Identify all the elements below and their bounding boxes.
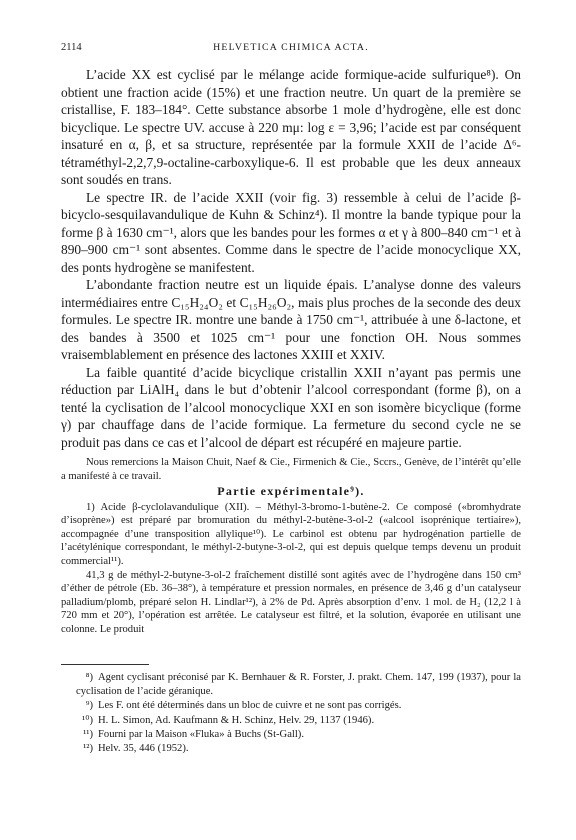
footnote bbox=[61, 714, 521, 728]
footnote-marker: ¹²) bbox=[83, 743, 93, 755]
footnote bbox=[61, 699, 521, 713]
footnote-text: Helv. 35, 446 (1952). bbox=[98, 743, 189, 755]
body-paragraph: L’abondante fraction neutre est un liquide épais. L’analyse donne des valeurs intermédiaires entre C₁₅H₂₄O₂ et C₁₅H₂₆O₂, mais plus proches de la seconde des deux formules. Le spectre IR. montre une bande à 1750 cm⁻¹, attribuée à une δ-lactone, et des bandes à 3500 et 1025 cm⁻¹ pour une fonction OH. Nous sommes vraisemblablement en présence des lactones XXIII et XXIV. bbox=[61, 277, 521, 362]
page-number: 2114 bbox=[61, 42, 82, 53]
body-paragraph: Le spectre IR. de l’acide XXII (voir fig. 3) ressemble à celui de l’acide β-bicyclo-sesquilavandulique de Kuhn & Schinz⁴). Il montre la bande typique pour la forme β à 1630 cm⁻¹, alors que les bandes pour les formes α et γ à 800–840 cm⁻¹ et à 890–900 cm⁻¹ sont absentes. Comme dans le spectre de l’acide monocyclique XX, des ponts hydrogène se manifestent. bbox=[61, 189, 521, 275]
article-body bbox=[61, 66, 521, 637]
footnote-marker: ¹⁰) bbox=[82, 714, 93, 726]
footnote-text: H. L. Simon, Ad. Kaufmann & H. Schinz, Helv. 29, 1137 (1946). bbox=[98, 714, 375, 726]
footnote-text: Agent cyclisant préconisé par K. Bernhauer & R. Forster, J. prakt. Chem. 147, 199 (1937), pour la cyclisation de l’acide géranique. bbox=[76, 672, 521, 698]
footnote-text: Fourni par la Maison «Fluka» à Buchs (St-Gall). bbox=[98, 728, 304, 740]
journal-title: HELVETICA CHIMICA ACTA. bbox=[213, 42, 369, 53]
footnote bbox=[61, 671, 521, 699]
section-heading: Partie expérimentale⁹). bbox=[217, 484, 365, 499]
experimental-paragraph: 1) Acide β-cyclolavandulique (XII). – Méthyl-3-bromo-1-butène-2. Ce composé («bromhydrate d’isoprène») est préparé par bromuration du méthyl-2-butène-3-ol-2 («alcool isoprénique tertiaire»), accompagnée d’une transposition allylique¹⁰). Le carbinol est obtenu par hydrogénation partielle de l’acétylénique correspondant, le méthyl-2-butyne-3-ol-2, qui est depuis quelque temps devenu un produit commercial¹¹). bbox=[61, 501, 521, 568]
footnote-marker: ⁸) bbox=[85, 672, 93, 683]
body-paragraph: La faible quantité d’acide bicyclique cristallin XXII n’ayant pas permis une réduction par LiAlH₄ dans le but d’obtenir l’alcool correspondant (forme β), on a tenté la cyclisation de l’alcool monocyclique XXI en son isomère bicyclique (forme γ) par chauffage dans de l’acide formique. La fermeture du second cycle ne se produit pas dans ce cas et l’alcool de départ est récupéré en majeure partie. bbox=[61, 364, 521, 450]
footnotes bbox=[61, 671, 521, 756]
running-header bbox=[61, 42, 521, 56]
footnote bbox=[61, 728, 521, 742]
footnote bbox=[61, 742, 521, 756]
acknowledgement: Nous remercions la Maison Chuit, Naef & Cie., Firmenich & Cie., Sccrs., Genève, de l’intérêt qu’elle a manifesté à ce travail. bbox=[61, 457, 521, 482]
footnote-text: Les F. ont été déterminés dans un bloc de cuivre et ne sont pas corrigés. bbox=[98, 700, 402, 712]
footnote-marker: ⁹) bbox=[85, 700, 93, 712]
footnote-marker: ¹¹) bbox=[83, 728, 93, 740]
experimental-paragraph: 41,3 g de méthyl-2-butyne-3-ol-2 fraîchement distillé sont agités avec de l’hydrogène dans 150 cm³ d’éther de pétrole (Eb. 36–38°), à température et pression normales, en présence de 3,46 g d’un catalyseur palladium/plomb, préparé selon H. Lindlar¹²), à 2% de Pd. Après absorption d’env. 1 mol. de H₂ (12,2 l à 720 mm et 20°), l’opération est arrêtée. Le catalyseur est filtré, et la solution, évaporée en utilisant une colonne. Le produit bbox=[61, 569, 521, 636]
footnote-divider bbox=[61, 664, 149, 665]
body-paragraph: L’acide XX est cyclisé par le mélange acide formique-acide sulfurique⁸). On obtient une fraction acide (15%) et une fraction neutre. Un quart de la première se cristallise, F. 183–184°. Cette substance absorbe 1 mole d’hydrogène, elle est donc bicyclique. Le spectre UV. accuse à 220 mμ: log ε = 3,96; l’acide est par conséquent insaturé en α, β, et sa structure, représentée par la formule XXII de l’acide Δ⁶-tétraméthyl-2,2,7,9-octaline-carboxylique-6. Il est probable que les deux anneaux sont soudés en trans. bbox=[61, 67, 521, 187]
